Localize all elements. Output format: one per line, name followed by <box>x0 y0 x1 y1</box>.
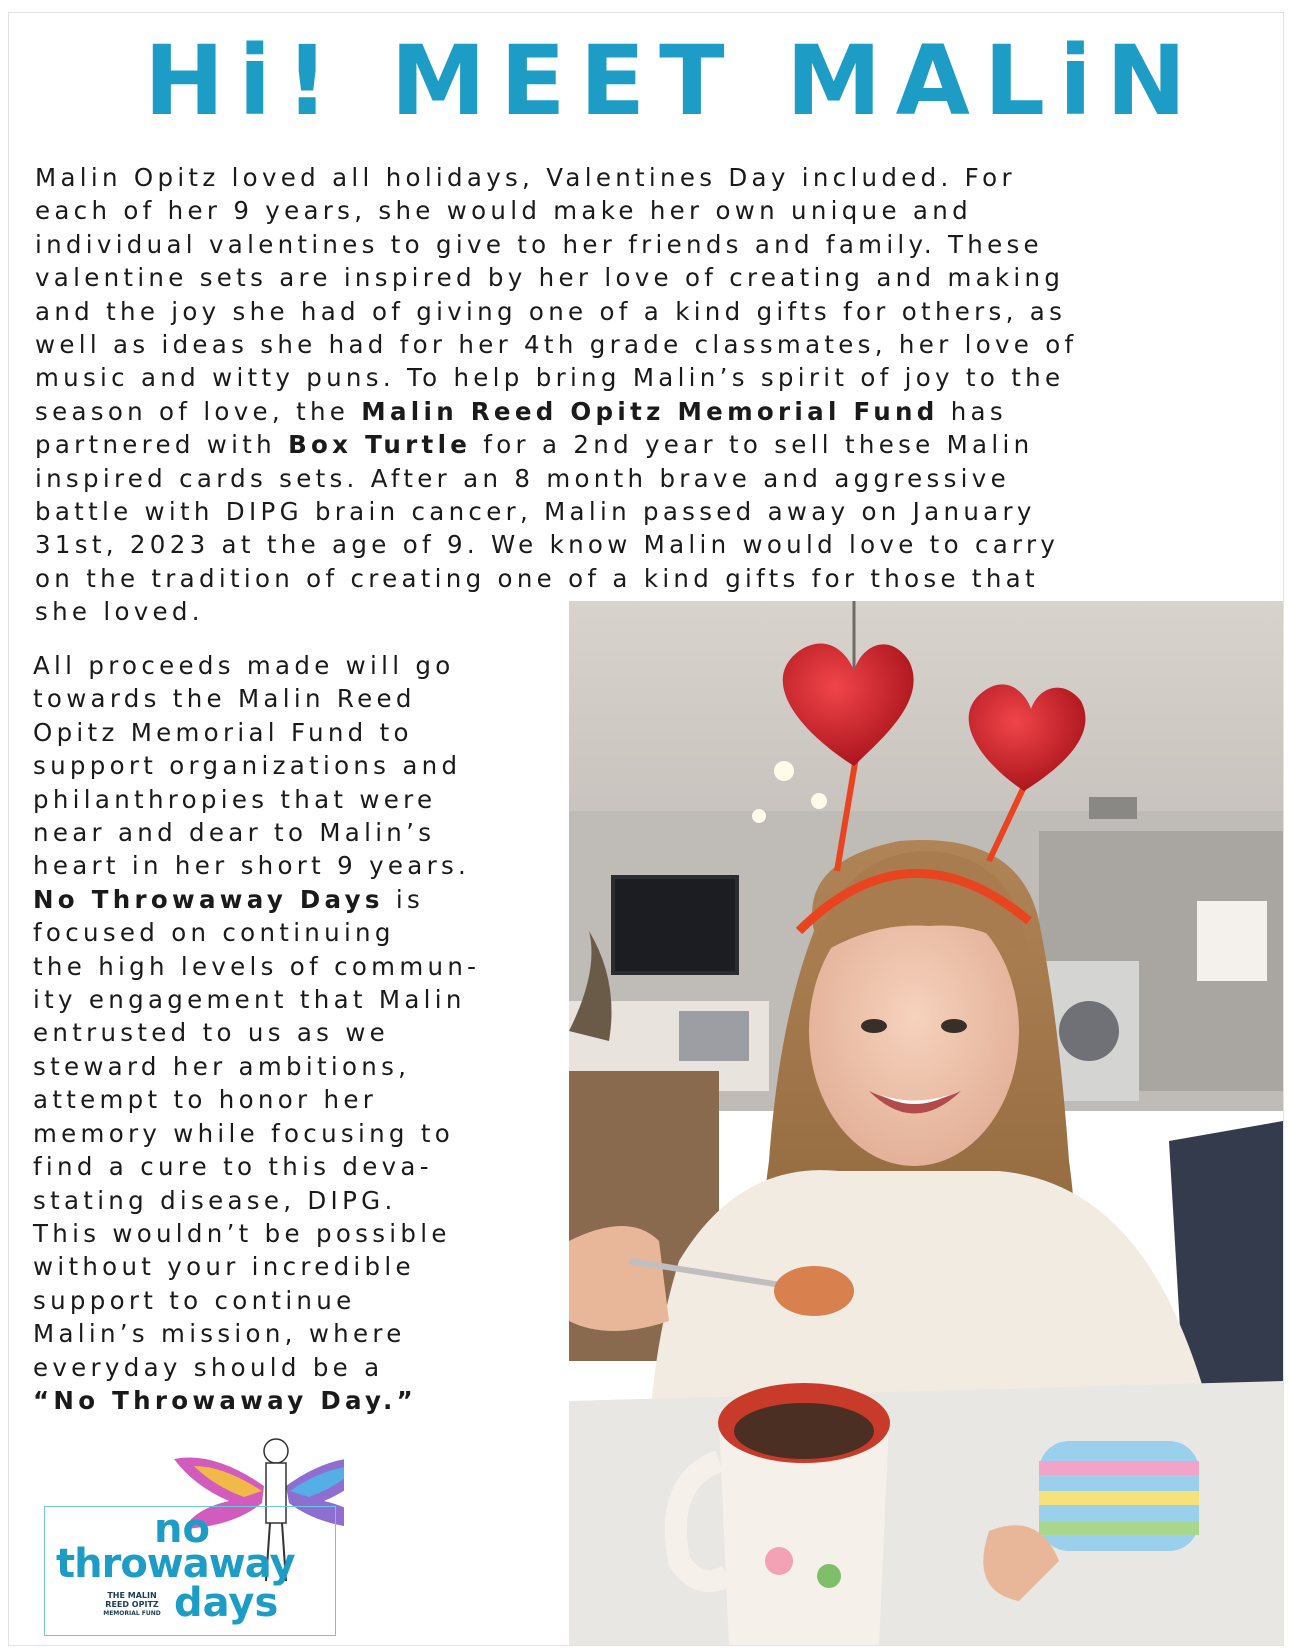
no-throwaway-days-logo <box>34 1431 344 1631</box>
logo-subtitle <box>92 1591 172 1618</box>
column-text: is <box>395 884 425 914</box>
column-line: Malin’s mission, where <box>33 1319 406 1349</box>
organization-name-bold: No Throwaway Days <box>33 884 384 914</box>
logo-subtitle-line: MEMORIAL FUND <box>103 1610 161 1617</box>
mug-flower <box>765 1547 793 1575</box>
column-line: attempt to honor her <box>33 1085 378 1115</box>
mug-cake <box>734 1403 874 1459</box>
logo-word-throwaway: throwaway <box>56 1541 295 1587</box>
sleeve-stripe <box>1039 1491 1199 1505</box>
column-line: philanthropies that were <box>33 784 437 814</box>
column-line: focused on continuing <box>33 918 395 948</box>
sleeve-stripe <box>1039 1461 1199 1475</box>
photo-girl-with-heart-headband <box>569 601 1283 1645</box>
column-line: near and dear to Malin’s <box>33 818 436 848</box>
spoon-bite <box>774 1266 854 1316</box>
figure-head <box>264 1439 288 1463</box>
intro-line: she loved. <box>35 597 204 627</box>
intro-line: Malin Opitz loved all holidays, Valentines Day included. For <box>35 163 1016 192</box>
column-line: support organizations and <box>33 751 462 781</box>
column-line: steward her ambitions, <box>33 1051 411 1081</box>
sleeve-stripe <box>1039 1521 1199 1535</box>
lamp-glow <box>774 761 794 781</box>
logo-subtitle-line: REED OPITZ <box>105 1600 159 1609</box>
intro-line: and the joy she had of giving one of a kind gifts for others, as <box>35 296 1067 326</box>
intro-line: 31st, 2023 at the age of 9. We know Malin would love to carry <box>35 530 1060 560</box>
partner-name-bold: Box Turtle <box>288 430 472 460</box>
column-line: find a cure to this deva- <box>33 1152 433 1182</box>
intro-text: season of love, the <box>35 396 350 426</box>
intro-line <box>35 428 1275 461</box>
intro-line: music and witty puns. To help bring Malin’s spirit of joy to the <box>35 363 1065 393</box>
title-banner <box>9 13 1283 163</box>
column-line: without your incredible <box>33 1252 415 1282</box>
fund-name-bold: Malin Reed Opitz Memorial Fund <box>361 396 939 426</box>
lamp-glow <box>811 793 827 809</box>
television <box>613 877 737 973</box>
ceiling <box>569 601 1283 831</box>
intro-text: for a 2nd year to sell these Malin <box>483 430 1034 460</box>
column-line: memory while focusing to <box>33 1118 455 1148</box>
proceeds-paragraph <box>33 649 573 1417</box>
intro-line: on the tradition of creating one of a kind gifts for those that <box>35 563 1039 593</box>
intro-line: inspired cards sets. After an 8 month brave and aggressive <box>35 463 1010 493</box>
column-line <box>33 1384 573 1417</box>
intro-line: each of her 9 years, she would make her own unique and <box>35 196 972 226</box>
closing-quote-bold: “No Throwaway Day.” <box>33 1385 418 1415</box>
table-lamp-shade <box>1197 901 1267 981</box>
column-line: the high levels of commun- <box>33 951 481 981</box>
column-line: All proceeds made will go <box>33 651 455 680</box>
hand <box>569 1226 669 1331</box>
intro-line: individual valentines to give to her friends and family. These <box>35 229 1043 259</box>
wall-vent <box>1089 797 1137 819</box>
intro-paragraph <box>35 161 1275 629</box>
intro-text: has <box>950 396 1007 426</box>
mug-flower <box>817 1564 841 1588</box>
intro-line: well as ideas she had for her 4th grade classmates, her love of <box>35 330 1078 360</box>
column-line: support to continue <box>33 1285 356 1315</box>
column-line: ity engagement that Malin <box>33 985 466 1015</box>
column-line <box>33 883 573 916</box>
logo-word-days: days <box>174 1580 279 1626</box>
column-line: stating disease, DIPG. <box>33 1185 397 1215</box>
intro-text: partnered with <box>35 430 276 460</box>
washer-door <box>1059 1001 1119 1061</box>
logo-word-no: no <box>154 1506 210 1552</box>
page-title: Hi! MEET MALiN <box>144 25 1201 137</box>
sofa-cushion <box>679 1011 749 1061</box>
intro-line <box>35 395 1275 428</box>
eye <box>861 1019 887 1033</box>
column-line: everyday should be a <box>33 1352 384 1382</box>
lamp-glow <box>752 809 766 823</box>
flyer <box>8 12 1284 1646</box>
intro-line: battle with DIPG brain cancer, Malin passed away on January <box>35 497 1036 527</box>
column-line: entrusted to us as we <box>33 1018 390 1048</box>
logo-subtitle-line: THE MALIN <box>107 1591 157 1600</box>
intro-line: valentine sets are inspired by her love of creating and making <box>35 263 1065 293</box>
column-line: towards the Malin Reed <box>33 684 416 714</box>
column-line: This wouldn’t be possible <box>33 1218 451 1248</box>
eye <box>941 1019 967 1033</box>
column-line: Opitz Memorial Fund to <box>33 717 413 747</box>
column-line: heart in her short 9 years. <box>33 851 471 881</box>
